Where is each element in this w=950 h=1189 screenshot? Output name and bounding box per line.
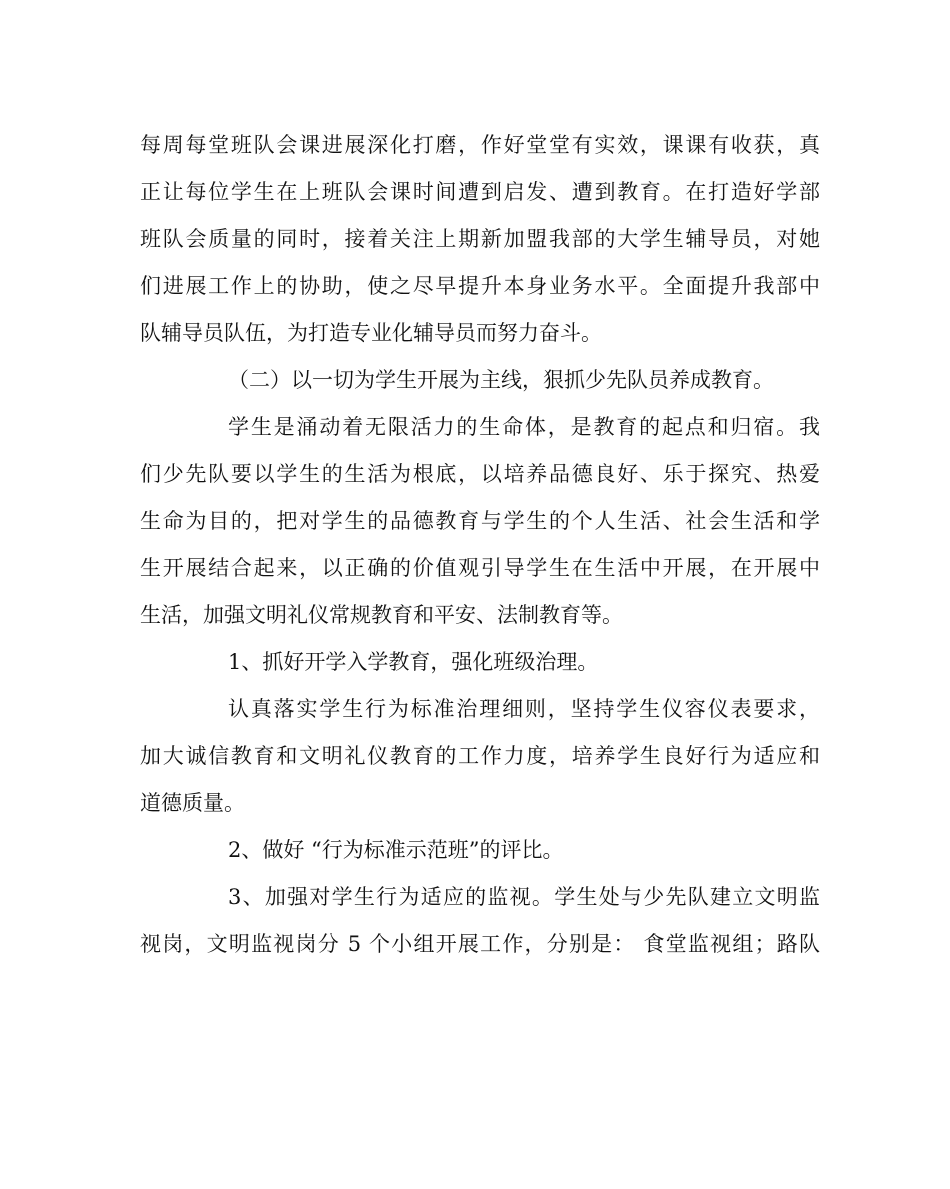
text-line (140, 736, 820, 776)
line-text: 视岗，文明监视岗分 5 个小组开展工作，分别是： 食堂监视组；路队 (140, 932, 820, 956)
text-line (140, 219, 820, 259)
heading-text: （二）以一切为学生开展为主线，狠抓少先队员养成教育。 (228, 368, 774, 392)
line-text: 生命为目的，把对学生的品德教育与学生的个人生活、社会生活和学 (140, 509, 820, 533)
line-text: 们进展工作上的协助，使之尽早提升本身业务水平。全面提升我部中 (140, 274, 820, 298)
text-line (140, 924, 820, 964)
line-text: 队辅导员队伍，为打造专业化辅导员而努力奋斗。 (140, 321, 602, 345)
text-line (140, 689, 820, 729)
line-text: 加大诚信教育和文明礼仪教育的工作力度，培养学生良好行为适应和 (140, 744, 820, 768)
line-text: 道德质量。 (140, 791, 245, 815)
text-line (140, 313, 820, 353)
text-line (140, 172, 820, 212)
line-text: 3、加强对学生行为适应的监视。学生处与少先队建立文明监 (228, 885, 820, 909)
text-line (140, 595, 820, 635)
text-line (140, 783, 820, 823)
line-text: 班队会质量的同时，接着关注上期新加盟我部的大学生辅导员，对她 (140, 227, 820, 251)
line-text: 认真落实学生行为标准治理细则，坚持学生仪容仪表要求， (228, 697, 820, 721)
item-text: 1、抓好开学入学教育，强化班级治理。 (228, 650, 599, 674)
text-line (140, 125, 820, 165)
document-body (140, 125, 820, 964)
line-text: 每周每堂班队会课进展深化打磨，作好堂堂有实效，课课有收获，真 (140, 133, 820, 157)
text-line (140, 407, 820, 447)
line-text: 生开展结合起来，以正确的价值观引导学生在生活中开展，在开展中 (140, 556, 820, 580)
text-line (140, 877, 820, 917)
text-line (140, 548, 820, 588)
line-text: 正让每位学生在上班队会课时间遭到启发、遭到教育。在打造好学部 (140, 180, 820, 204)
text-line (140, 454, 820, 494)
list-item-heading (140, 830, 820, 870)
text-line (140, 501, 820, 541)
section-heading (140, 360, 820, 400)
item-text: 2、做好 “行为标准示范班”的评比。 (228, 838, 564, 862)
line-text: 生活，加强文明礼仪常规教育和平安、法制教育等。 (140, 603, 623, 627)
text-line (140, 266, 820, 306)
list-item-heading (140, 642, 820, 682)
line-text: 学生是涌动着无限活力的生命体，是教育的起点和归宿。我 (228, 415, 820, 439)
line-text: 们少先队要以学生的生活为根底，以培养品德良好、乐于探究、热爱 (140, 462, 820, 486)
